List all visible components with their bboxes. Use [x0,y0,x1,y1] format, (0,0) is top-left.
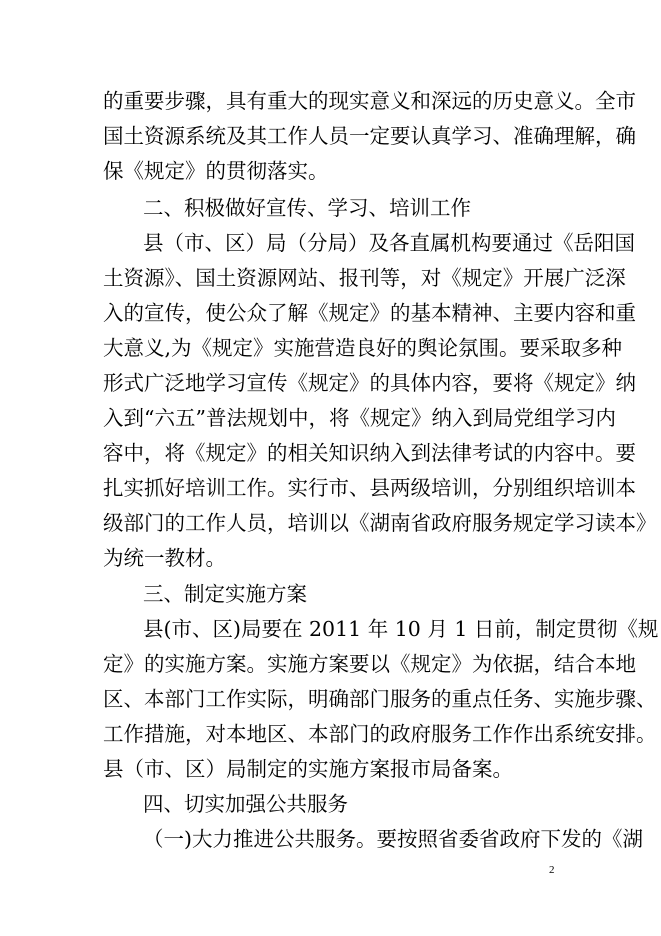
text-line-8: 大意义,为《规定》实施营造良好的舆论氛围。要采取多种 [103,336,623,360]
text-line-16: 县(市、区)局要在 2011 年 10 月 1 日前，制定贯彻《规 [143,617,659,641]
section-heading-4: 四、切实加强公共服务 [143,792,348,816]
section-heading-2: 二、积极做好宣传、学习、培训工作 [143,196,471,220]
text-line-10: 入到“六五”普法规划中，将《规定》纳入到局党组学习内 [103,406,616,430]
section-heading-3: 三、制定实施方案 [143,582,307,606]
text-line-17: 定》的实施方案。实施方案要以《规定》为依据，结合本地 [103,652,636,676]
page-number: 2 [549,864,555,876]
text-line-14: 为统一教材。 [103,546,226,570]
text-line-19: 工作措施，对本地区、本部门的政府服务工作作出系统安排。 [103,722,657,746]
text-line-1: 的重要步骤，具有重大的现实意义和深远的历史意义。全市 [103,89,636,113]
text-line-3: 保《规定》的贯彻落实。 [103,159,329,183]
text-line-18: 区、本部门工作实际，明确部门服务的重点任务、实施步骤、 [103,687,657,711]
text-line-11: 容中，将《规定》的相关知识纳入到法律考试的内容中。要 [103,441,636,465]
text-line-22: （一)大力推进公共服务。要按照省委省政府下发的《湖 [143,827,643,851]
text-line-5: 县（市、区）局（分局）及各直属机构要通过《岳阳国 [143,231,635,255]
text-line-13: 级部门的工作人员，培训以《湖南省政府服务规定学习读本》 [103,511,657,535]
text-line-12: 扎实抓好培训工作。实行市、县两级培训，分别组织培训本 [103,476,636,500]
text-line-9: 形式广泛地学习宣传《规定》的具体内容，要将《规定》纳 [103,371,636,395]
text-line-20: 县（市、区）局制定的实施方案报市局备案。 [103,757,513,781]
text-line-2: 国土资源系统及其工作人员一定要认真学习、准确理解，确 [103,124,636,148]
text-line-6: 土资源》、国土资源网站、报刊等，对《规定》开展广泛深 [103,266,626,290]
text-line-7: 入的宣传，使公众了解《规定》的基本精神、主要内容和重 [103,301,636,325]
